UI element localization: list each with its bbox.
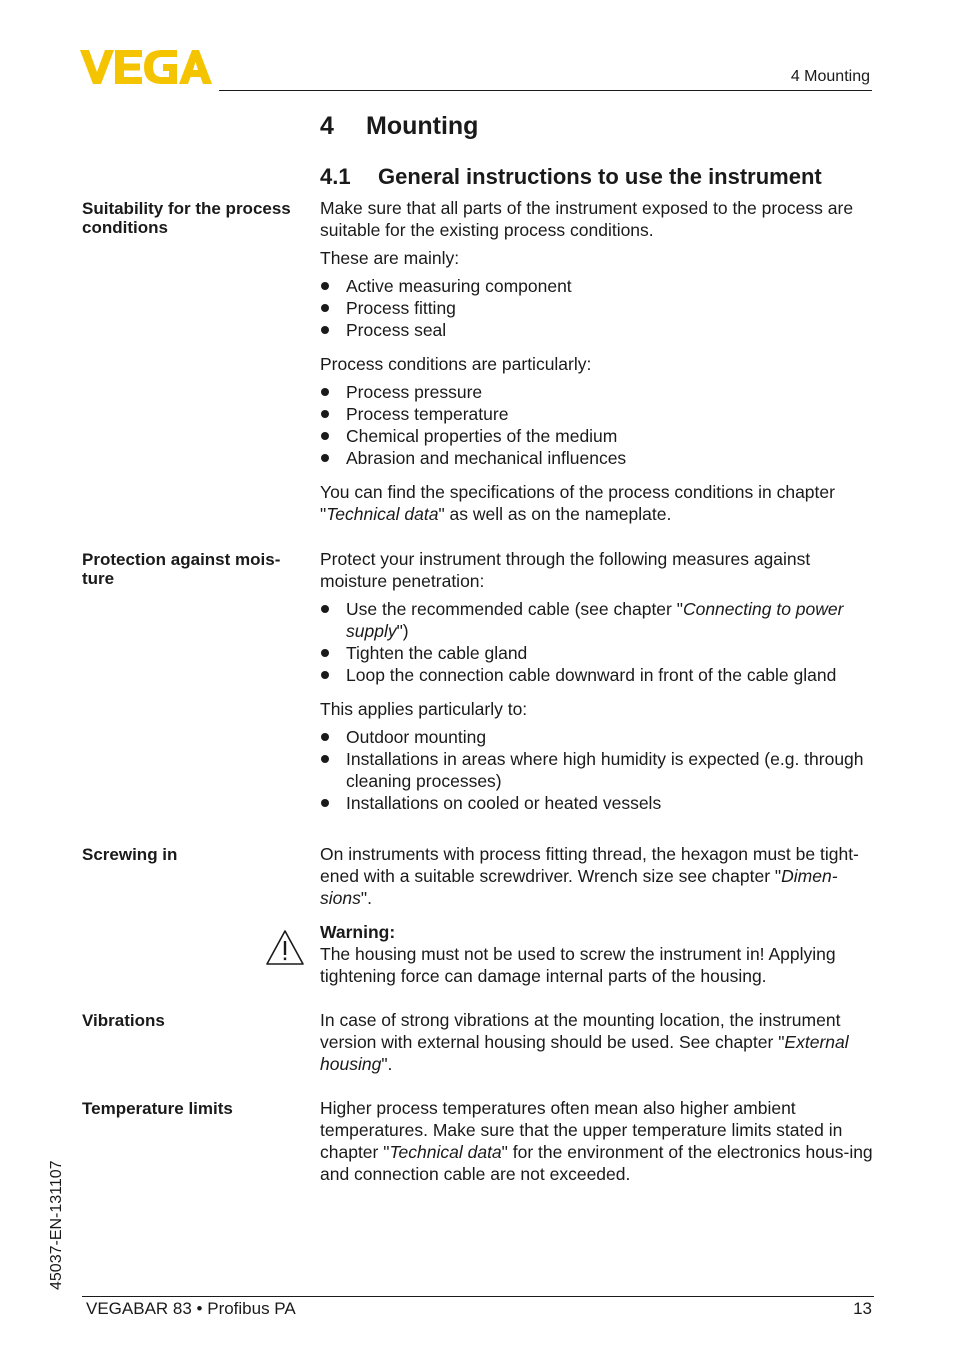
chapter-reference: Technical data — [389, 1142, 502, 1162]
text-run: Higher process temperatures often mean also higher ambient temperatures. Make sure that the upper temperature limits stated in chapter " — [320, 1098, 843, 1162]
side-label-line: ture — [82, 569, 115, 588]
paragraph: Make sure that all parts of the instrument exposed to the process are suitable for the existing process conditions. — [320, 198, 854, 240]
chapter-title: Mounting — [366, 112, 479, 140]
document-code-text: 45037-EN-131107 — [48, 1160, 65, 1290]
paragraph — [320, 1009, 880, 1075]
list-item — [320, 598, 880, 642]
screwing-block — [320, 843, 880, 987]
list-item: Active measuring component — [320, 275, 880, 297]
paragraph: Process conditions are particularly: — [320, 354, 592, 374]
side-label-screwing: Screwing in — [82, 845, 178, 864]
bullet-list — [320, 598, 880, 686]
side-label-moisture — [82, 550, 314, 588]
paragraph: Protect your instrument through the following measures against moisture penetration: — [320, 549, 811, 591]
running-header-chapter: 4 Mounting — [790, 68, 870, 85]
footer-product: VEGABAR 83 • Profibus PA — [86, 1299, 296, 1318]
bullet-list — [320, 726, 880, 814]
vega-logo — [80, 50, 212, 84]
page-number: 13 — [853, 1299, 872, 1318]
text-run: ". — [360, 888, 372, 908]
text-run: " as well as on the nameplate. — [438, 504, 672, 524]
section-number: 4.1 — [320, 164, 351, 189]
list-item: Process pressure — [320, 381, 880, 403]
list-item: Installations in areas where high humidity is expected (e.g. through cleaning processes) — [320, 748, 880, 792]
chapter-number: 4 — [320, 112, 334, 140]
paragraph — [320, 1097, 880, 1185]
paragraph — [320, 843, 880, 909]
chapter-reference: Technical data — [326, 504, 439, 524]
list-item: Abrasion and mechanical influences — [320, 447, 880, 469]
warning-icon — [265, 929, 305, 967]
text-run: ") — [396, 621, 409, 641]
text-run: You can find the specifications of the process conditions in chapter " — [320, 482, 835, 524]
chapter-heading — [320, 112, 478, 141]
text-run: On instruments with process fitting thread, the hexagon must be tight-ened with a suitable screwdriver. Wrench size see chapter " — [320, 844, 859, 886]
side-label-line: conditions — [82, 218, 168, 237]
side-label-line: Protection against mois- — [82, 550, 281, 569]
text-run: Use the recommended cable (see chapter " — [346, 599, 683, 619]
warning-text: The housing must not be used to screw the instrument in! Applying tightening force can damage internal parts of the housing. — [320, 944, 836, 986]
side-label-temperature: Temperature limits — [82, 1099, 233, 1118]
chapter-reference: Connecting to power supply — [346, 599, 844, 641]
text-run: " for the environment of the electronics hous-ing and connection cable are not exceeded. — [320, 1142, 873, 1184]
list-item: Process temperature — [320, 403, 880, 425]
chapter-reference: Dimen-sions — [320, 866, 838, 908]
list-item: Chemical properties of the medium — [320, 425, 880, 447]
list-item: Process seal — [320, 319, 880, 341]
text-run: ". — [381, 1054, 393, 1074]
header-divider — [219, 90, 872, 91]
side-label-line: Suitability for the process — [82, 199, 291, 218]
list-item: Outdoor mounting — [320, 726, 880, 748]
bullet-list — [320, 275, 880, 341]
side-label-suitability — [82, 199, 314, 237]
temperature-block — [320, 1097, 880, 1185]
paragraph — [320, 481, 880, 525]
section-title: General instructions to use the instrument — [378, 164, 822, 189]
footer-divider — [82, 1296, 874, 1297]
list-item: Tighten the cable gland — [320, 642, 880, 664]
list-item: Loop the connection cable downward in front of the cable gland — [320, 664, 880, 686]
list-item: Process fitting — [320, 297, 880, 319]
warning-title: Warning: — [320, 922, 396, 942]
paragraph: These are mainly: — [320, 248, 460, 268]
document-code — [48, 1140, 68, 1290]
text-run: In case of strong vibrations at the mounting location, the instrument version with external housing should be used. See chapter " — [320, 1010, 841, 1052]
side-label-vibrations: Vibrations — [82, 1011, 165, 1030]
moisture-block — [320, 548, 880, 814]
chapter-reference: External housing — [320, 1032, 849, 1074]
suitability-block — [320, 197, 880, 525]
section-heading — [320, 164, 822, 190]
list-item: Installations on cooled or heated vessels — [320, 792, 880, 814]
bullet-list — [320, 381, 880, 469]
vibrations-block — [320, 1009, 880, 1075]
paragraph: This applies particularly to: — [320, 699, 528, 719]
